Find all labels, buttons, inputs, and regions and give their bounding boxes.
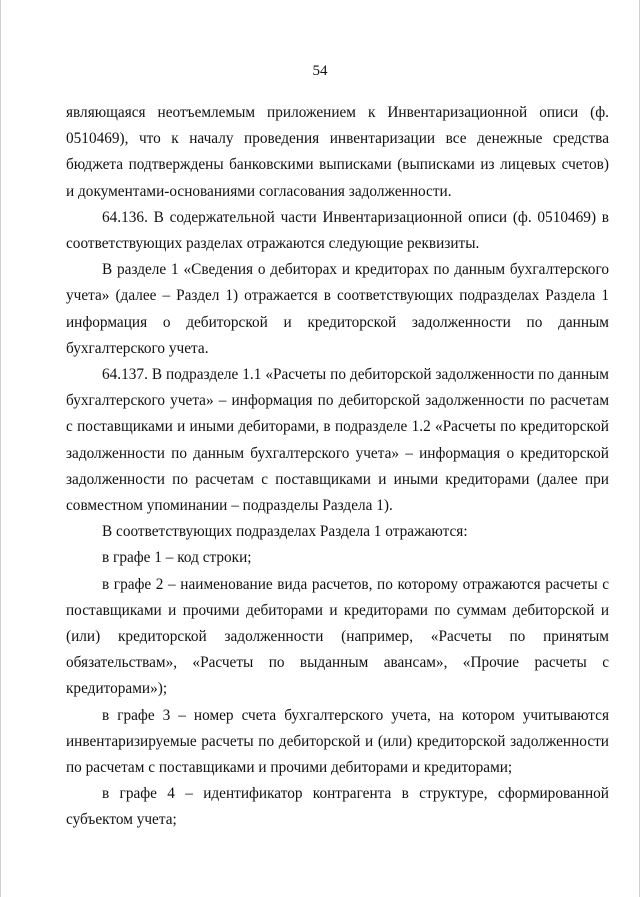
paragraph-5: В соответствующих подразделах Раздела 1 отражаются:: [102, 523, 468, 541]
paragraph-1: являющаяся неотъемлемым приложением к Инвентаризационной описи (ф. 0510469), что к началу проведения инвентаризации все денежные средства бюджета подтверждены банковскими выписками (выписками из лицевых счетов) и документами-основаниями согласования задолженности.: [66, 104, 609, 200]
paragraph-9: в графе 4 – идентификатор контрагента в структуре, сформированной субъектом учета;: [66, 785, 609, 829]
paragraph-3: В разделе 1 «Сведения о дебиторах и кредиторах по данным бухгалтерского учета» (далее – Раздел 1) отражается в соответствующих подразделах Раздела 1 информация о дебиторской и кредиторской задолженности по данным бухгалтерского учета.: [66, 261, 609, 357]
paragraph-4: 64.137. В подразделе 1.1 «Расчеты по дебиторской задолженности по данным бухгалтерского учета» – информация по дебиторской задолженности по расчетам с поставщиками и иными дебиторами, в подразделе 1.2 «Расчеты по кредиторской задолженности по данным бухгалтерского учета» – информация о кредиторской задолженности по расчетам с поставщиками и иными кредиторами (далее при совместном упоминании – подразделы Раздела 1).: [66, 366, 609, 515]
page-number: 54: [312, 63, 328, 79]
paragraph-8: в графе 3 – номер счета бухгалтерского учета, на котором учитываются инвентаризируемые расчеты по дебиторской и (или) кредиторской задолженности по расчетам с поставщиками и прочими дебиторами и кредиторами;: [66, 706, 609, 777]
paragraph-6: в графе 1 – код строки;: [102, 549, 252, 567]
paragraph-7: в графе 2 – наименование вида расчетов, по которому отражаются расчеты с поставщиками и прочими дебиторами и кредиторами по суммам дебиторской и (или) кредиторской задолженности (например, «Расчеты по принятым обязательствам», «Расчеты по выданным авансам», «Прочие расчеты с кредиторами»);: [66, 575, 609, 698]
paragraph-2: 64.136. В содержательной части Инвентаризационной описи (ф. 0510469) в соответствующих разделах отражаются следующие реквизиты.: [66, 208, 609, 253]
document-body: [66, 100, 609, 834]
